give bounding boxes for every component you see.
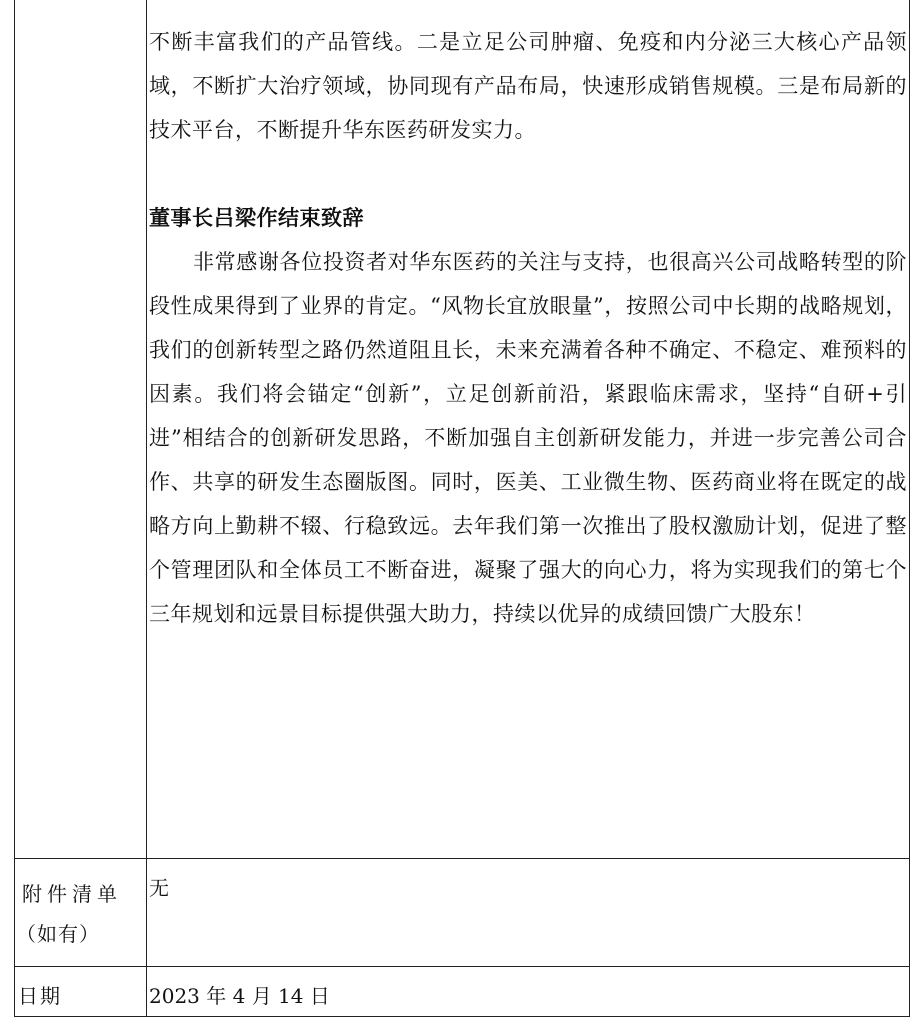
attachments-value: 无 — [149, 876, 169, 900]
closing-speech-paragraph: 非常感谢各位投资者对华东医药的关注与支持，也很高兴公司战略转型的阶段性成果得到了业界的肯定。“风物长宜放眼量”，按照公司中长期的战略规划，我们的创新转型之路仍然道阻且长，未来充满着各种不确定、不稳定、难预料的因素。我们将会锚定“创新”，立足创新前沿，紧跟临床需求，坚持“自研+引进”相结合的创新研发思路，不断加强自主创新研发能力，并进一步完善公司合作、共享的研发生态圈版图。同时，医美、工业微生物、医药商业将在既定的战略方向上勤耕不辍、行稳致远。去年我们第一次推出了股权激励计划，促进了整个管理团队和全体员工不断奋进，凝聚了强大的向心力，将为实现我们的第七个三年规划和远景目标提供强大助力，持续以优异的成绩回馈广大股东！ — [149, 250, 907, 626]
row-divider-attachments — [14, 858, 910, 859]
section-heading: 董事长吕梁作结束致辞 — [149, 205, 364, 230]
column-divider — [146, 0, 147, 1017]
row-divider-date — [14, 966, 910, 967]
date-label: 日期 — [18, 984, 62, 1008]
attachments-label-line2: （如有） — [16, 922, 100, 946]
main-content-cell — [149, 20, 907, 636]
attachments-label-line1: 附件清单 — [22, 882, 122, 906]
attachments-label — [16, 874, 146, 954]
body-continuation-text: 不断丰富我们的产品管线。二是立足公司肿瘤、免疫和内分泌三大核心产品领域，不断扩大治疗领域，协同现有产品布局，快速形成销售规模。三是布局新的技术平台，不断提升华东医药研发实力。 — [149, 30, 907, 142]
date-value: 2023 年 4 月 14 日 — [149, 984, 330, 1008]
